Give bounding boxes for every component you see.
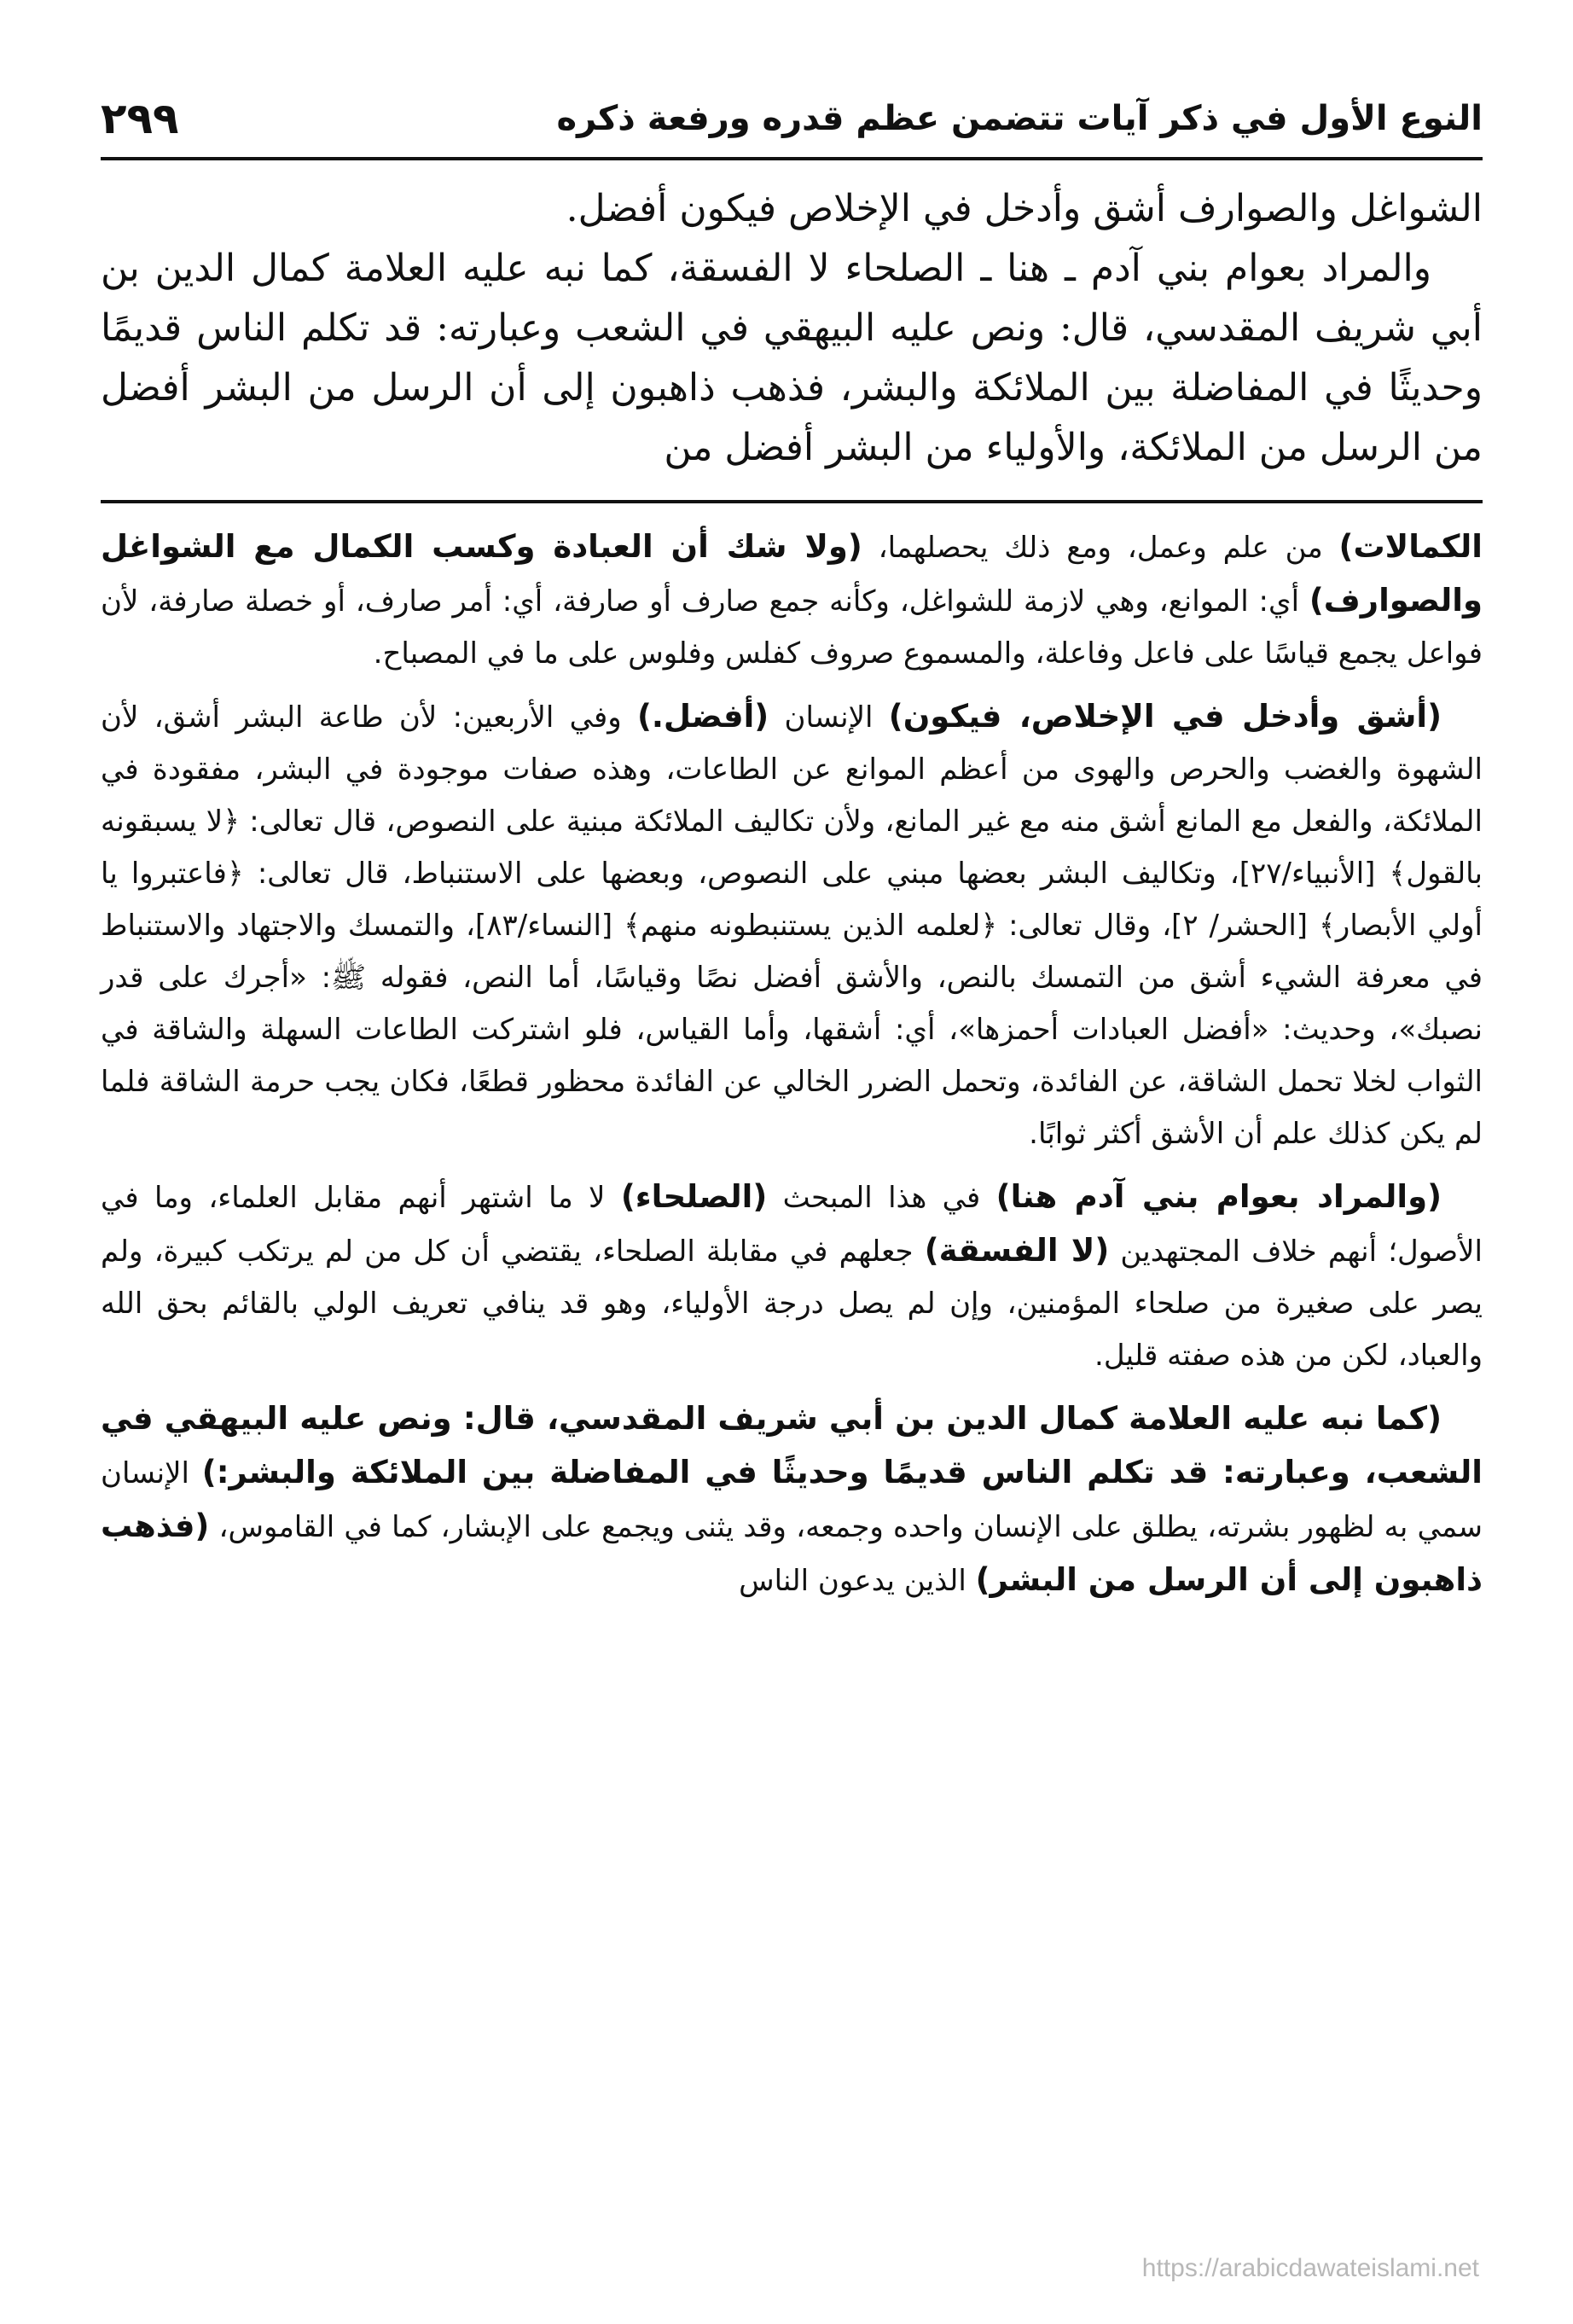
- commentary-text: وفي الأربعين: لأن طاعة البشر أشق، لأن الشهوة والغضب والحرص والهوى من أعظم الموانع عن الطاعات، وهذه صفات موجودة في البشر، مفقودة في الملائكة، والفعل مع المانع أشق منه مع غير المانع، ولأن تكاليف الملائكة مبنية على النصوص، قال تعالى: ﴿لا يسبقونه بالقول﴾ [الأنبياء/٢٧]، وتكاليف البشر بعضها مبني على النصوص، وبعضها على الاستنباط، قال تعالى: ﴿فاعتبروا يا أولي الأبصار﴾ [الحشر/ ٢]، وقال تعالى: ﴿لعلمه الذين يستنبطونه منهم﴾ [النساء/٨٣]، والتمسك والاجتهاد والاستنباط في معرفة الشيء أشق من التمسك بالنص، والأشق أفضل نصًا وقياسًا، أما النص، فقوله ﷺ: «أجرك على قدر نصبك»، وحديث: «أفضل العبادات أحمزها»، أي: أشقها، وأما القياس، فلو اشتركت الطاعات السهلة والشاقة في الثواب لخلا تحمل الشاقة، عن الفائدة، وتحمل الضرر الخالي عن الفائدة محظور قطعًا، فكان يجب حرمة الشاقة فلما لم يكن كذلك علم أن الأشق أكثر ثوابًا.: [101, 700, 1483, 1151]
- page-header: [101, 75, 1483, 160]
- commentary-text: الذين يدعون الناس: [739, 1564, 976, 1598]
- quoted-text: الكمالات): [1338, 528, 1483, 565]
- commentary-paragraph: [101, 1171, 1483, 1382]
- commentary-paragraph: [101, 520, 1483, 680]
- main-text: [101, 179, 1483, 478]
- commentary-text: جعلهم في مقابلة الصلحاء، يقتضي أن كل من لم يرتكب كبيرة، ولم يصر على صغيرة من صلحاء المؤمنين، وإن لم يصل درجة الأولياء، وهو قد ينافي تعريف الولي بالقائم بحق الله والعباد، لكن من هذه صفته قليل.: [101, 1235, 1483, 1373]
- page-number: ٢٩٩: [101, 94, 179, 143]
- commentary-text: الإنسان سمي به لظهور بشرته، يطلق على الإنسان واحده وجمعه، وقد يثنى ويجمع على الإبشار، كما في القاموس،: [101, 1456, 1483, 1544]
- quoted-text: (أشق وأدخل في الإخلاص، فيكون): [888, 698, 1442, 735]
- commentary-paragraph: [101, 1392, 1483, 1607]
- commentary-text: أي: الموانع، وهي لازمة للشواغل، وكأنه جمع صارف أو صارفة، أي: أمر صارف، أو خصلة صارفة، لأن فواعل يجمع قياسًا على فاعل وفاعلة، والمسموع صروف كفلس وفلوس على ما في المصباح.: [101, 584, 1483, 671]
- commentary-text: الإنسان: [769, 700, 889, 735]
- quoted-text: (أفضل.): [636, 698, 769, 735]
- quoted-text: (ولا شك أن العبادة وكسب الكمال مع الشواغل والصوارف): [101, 528, 1483, 619]
- book-page: [101, 75, 1483, 2259]
- commentary-text: لا ما اشتهر أنهم مقابل العلماء، وما في الأصول؛ أنهم خلاف المجتهدين: [101, 1181, 1483, 1269]
- watermark-url: https://arabicdawateislami.net: [1141, 2254, 1479, 2282]
- commentary-text: من علم وعمل، ومع ذلك يحصلهما،: [862, 531, 1339, 565]
- quoted-text: (كما نبه عليه العلامة كمال الدين بن أبي شريف المقدسي، قال: ونص عليه البيهقي في الشعب، وعبارته: قد تكلم الناس قديمًا وحديثًا في المفاضلة بين الملائكة والبشر:): [101, 1400, 1483, 1490]
- quoted-text: (فذهب ذاهبون إلى أن الرسل من البشر): [101, 1508, 1483, 1598]
- quoted-text: (الصلحاء): [620, 1178, 768, 1215]
- commentary-text: في هذا المبحث: [767, 1181, 996, 1215]
- main-text-paragraph: الشواغل والصوارف أشق وأدخل في الإخلاص فيكون أفضل.: [566, 187, 1483, 230]
- commentary: [101, 520, 1483, 1607]
- quoted-text: (والمراد بعوام بني آدم هنا): [995, 1178, 1442, 1215]
- commentary-paragraph: [101, 690, 1483, 1160]
- footnote-divider: [101, 500, 1483, 503]
- main-text-paragraph: والمراد بعوام بني آدم ـ هنا ـ الصلحاء لا الفسقة، كما نبه عليه العلامة كمال الدين بن أبي شريف المقدسي، قال: ونص عليه البيهقي في الشعب وعبارته: قد تكلم الناس قديمًا وحديثًا في المفاضلة بين الملائكة والبشر، فذهب ذاهبون إلى أن الرسل من البشر أفضل من الرسل من الملائكة، والأولياء من البشر أفضل من: [101, 247, 1483, 469]
- quoted-text: (لا الفسقة): [924, 1232, 1110, 1269]
- running-header-title: النوع الأول في ذكر آيات تتضمن عظم قدره ورفعة ذكره: [556, 99, 1483, 138]
